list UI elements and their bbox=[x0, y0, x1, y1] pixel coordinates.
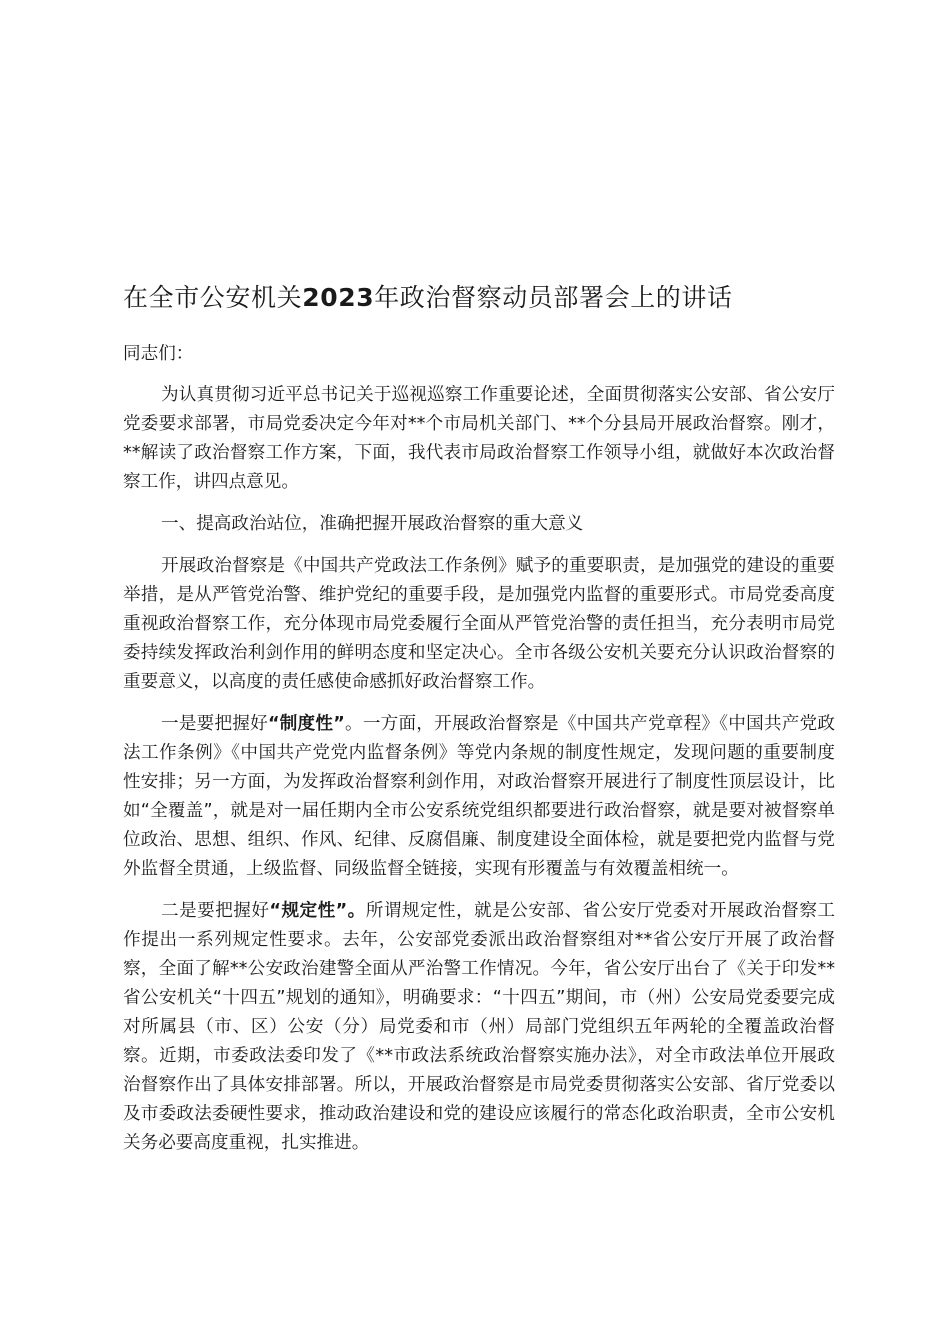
body-paragraph: 开展政治督察是《中国共产党政法工作条例》赋予的重要职责，是加强党的建设的重要举措，是从严管党治警、维护党纪的重要手段，是加强党内监督的重要形式。市局党委高度重视政治督察工作，充分体现市局党委履行全面从严管党治警的责任担当，充分表明市局党委持续发挥政治利剑作用的鲜明态度和坚定决心。全市各级公安机关要充分认识政治督察的重要意义，以高度的责任感使命感抓好政治督察工作。 bbox=[123, 556, 835, 692]
point-1-paragraph bbox=[123, 710, 835, 884]
point-2-lead: 二是要把握好 bbox=[161, 901, 270, 921]
title-year: 2023 bbox=[302, 283, 375, 312]
document-body bbox=[123, 276, 835, 1171]
title-suffix: 年政治督察动员部署会上的讲话 bbox=[374, 283, 733, 312]
point-1-keyword: “制度性” bbox=[267, 714, 345, 734]
document-title bbox=[123, 276, 835, 320]
point-2-body: 所谓规定性，就是公安部、省公安厅党委对开展政治督察工作提出一系列规定性要求。去年，公安部党委派出政治督察组对**省公安厅开展了政治督察，全面了解**公安政治建警全面从严治警工作情况。今年，省公安厅出台了《关于印发**省公安机关“十四五”规划的通知》，明确要求：“十四五”期间，市（州）公安局党委要完成对所属县（市、区）公安（分）局党委和市（州）局部门党组织五年两轮的全覆盖政治督察。近期，市委政法委印发了《**市政法系统政治督察实施办法》，对全市政法单位开展政治督察作出了具体安排部署。所以，开展政治督察是市局党委贯彻落实公安部、省厅党委以及市委政法委硬性要求，推动政治建设和党的建设应该履行的常态化政治职责，全市公安机关务必要高度重视，扎实推进。 bbox=[123, 901, 835, 1153]
point-2-paragraph bbox=[123, 897, 835, 1158]
intro-paragraph: 为认真贯彻习近平总书记关于巡视巡察工作重要论述，全面贯彻落实公安部、省公安厅党委要求部署，市局党委决定今年对**个市局机关部门、**个分县局开展政治督察。刚才，**解读了政治督察工作方案，下面，我代表市局政治督察工作领导小组，就做好本次政治督察工作，讲四点意见。 bbox=[123, 385, 835, 492]
salutation: 同志们： bbox=[123, 344, 194, 364]
title-prefix: 在全市公安机关 bbox=[123, 283, 303, 312]
section-heading-1: 一、提高政治站位，准确把握开展政治督察的重大意义 bbox=[161, 514, 584, 534]
point-1-body: 。一方面，开展政治督察是《中国共产党章程》《中国共产党政法工作条例》《中国共产党党内监督条例》等党内条规的制度性规定，发现问题的重要制度性安排；另一方面，为发挥政治督察利剑作用，对政治督察开展进行了制度性顶层设计，比如“全覆盖”，就是对一届任期内全市公安系统党组织都要进行政治督察，就是要对被督察单位政治、思想、组织、作风、纪律、反腐倡廉、制度建设全面体检，就是要把党内监督与党外监督全贯通，上级监督、同级监督全链接，实现有形覆盖与有效覆盖相统一。 bbox=[123, 714, 835, 879]
point-2-keyword: “规定性”。 bbox=[269, 901, 366, 921]
point-1-lead: 一是要把握好 bbox=[161, 714, 268, 734]
